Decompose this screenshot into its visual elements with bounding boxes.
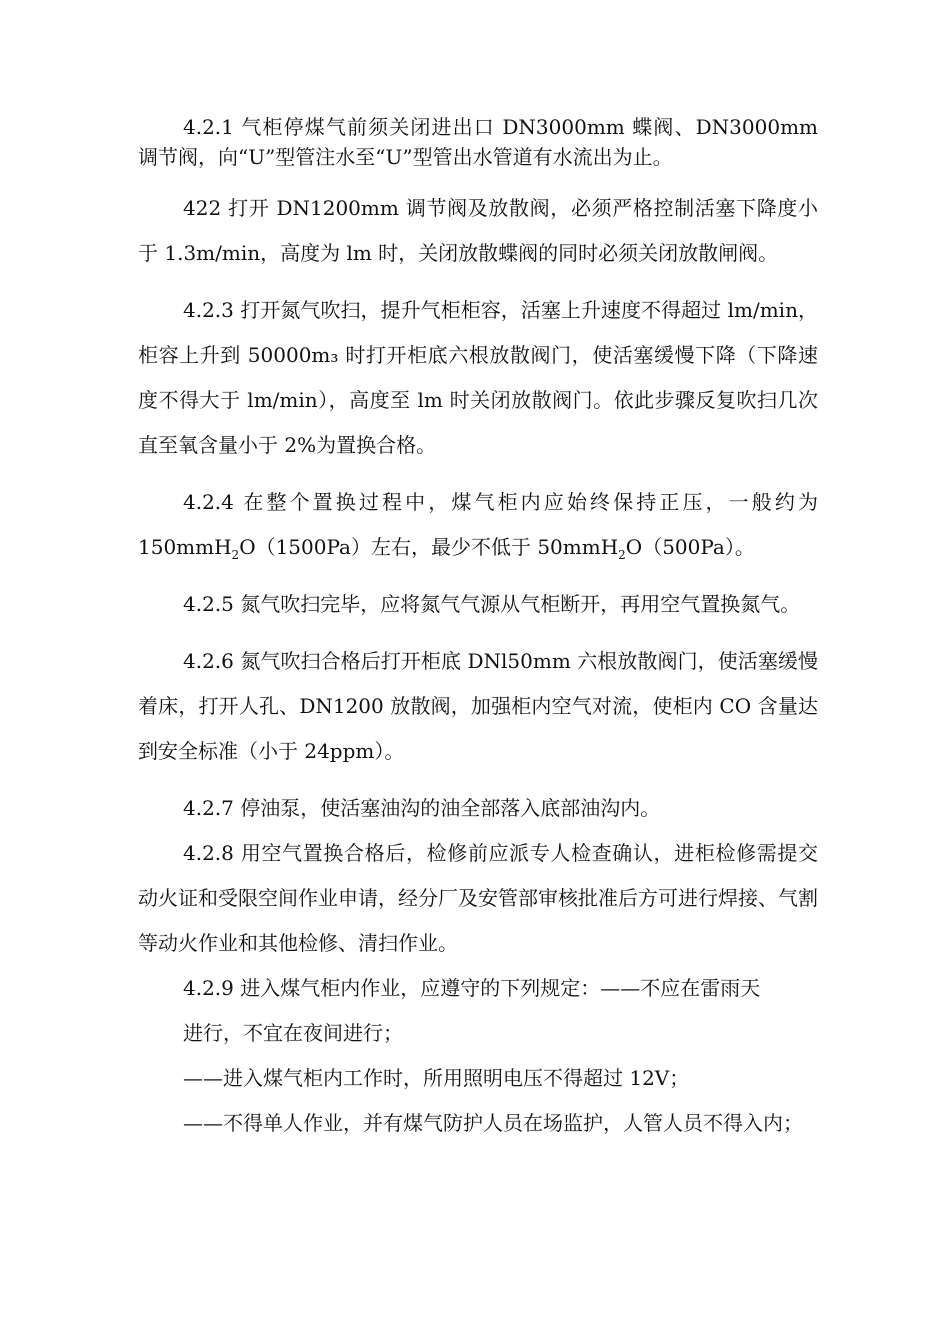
- paragraph-4-2-3: 4.2.3 打开氮气吹扫，提升气柜柜容，活塞上升速度不得超过 lm/min，柜容上升到 50000m₃ 时打开柜底六根放散阀门，使活塞缓慢下降（下降速度不得大于 lm/min），高度至 lm 时关闭放散阀门。依此步骤反复吹扫几次直至氧含量小于 2%为置换合格。: [138, 298, 818, 457]
- subscript-2: 2: [618, 548, 626, 562]
- paragraph-4-2-7: 4.2.7 停油泵，使活塞油沟的油全部落入底部油沟内。: [183, 796, 661, 820]
- rule-lighting-voltage: ——进入煤气柜内工作时，所用照明电压不得超过 12V；: [183, 1066, 690, 1090]
- paragraph-4-2-2: 422 打开 DN1200mm 调节阀及放散阀，必须严格控制活塞下降度小于 1.3m/min，高度为 lm 时，关闭放散蝶阀的同时必须关闭放散闸阀。: [138, 196, 818, 265]
- paragraph-4-2-4-part2: O（1500Pa）左右，最少不低于 50mmH: [239, 535, 619, 559]
- paragraph-4-2-1: 4.2.1 气柜停煤气前须关闭进出口 DN3000mm 蝶阀、DN3000mm 调节阀，向“U”型管注水至“U”型管出水管道有水流出为止。: [138, 115, 818, 169]
- paragraph-4-2-9: 4.2.9 进入煤气柜内作业，应遵守的下列规定：——不应在雷雨天: [183, 976, 761, 1000]
- subscript-2: 2: [231, 548, 240, 562]
- paragraph-4-2-9-continued: 进行，不宜在夜间进行；: [183, 1021, 403, 1045]
- paragraph-4-2-8: 4.2.8 用空气置换合格后，检修前应派专人检查确认，进柜检修需提交动火证和受限空间作业申请，经分厂及安管部审核批准后方可进行焊接、气割等动火作业和其他检修、清扫作业。: [138, 841, 818, 955]
- document-page: [138, 112, 818, 1146]
- paragraph-4-2-5: 4.2.5 氮气吹扫完毕，应将氮气气源从气柜断开，再用空气置换氮气。: [183, 592, 801, 616]
- paragraph-4-2-4: [138, 480, 818, 570]
- paragraph-4-2-4-part1: 4.2.4 在整个置换过程中，煤气柜内应始终保持正压，一般约为 150mmH: [138, 490, 818, 559]
- paragraph-4-2-6: 4.2.6 氮气吹扫合格后打开柜底 DNl50mm 六根放散阀门，使活塞缓慢着床，打开人孔、DN1200 放散阀，加强柜内空气对流，使柜内 CO 含量达到安全标准（小于 24ppm）。: [138, 649, 818, 763]
- rule-no-solo-work: ——不得单人作业，并有煤气防护人员在场监护，人管人员不得入内；: [183, 1111, 803, 1135]
- paragraph-4-2-4-part3: O（500Pa）。: [625, 535, 755, 559]
